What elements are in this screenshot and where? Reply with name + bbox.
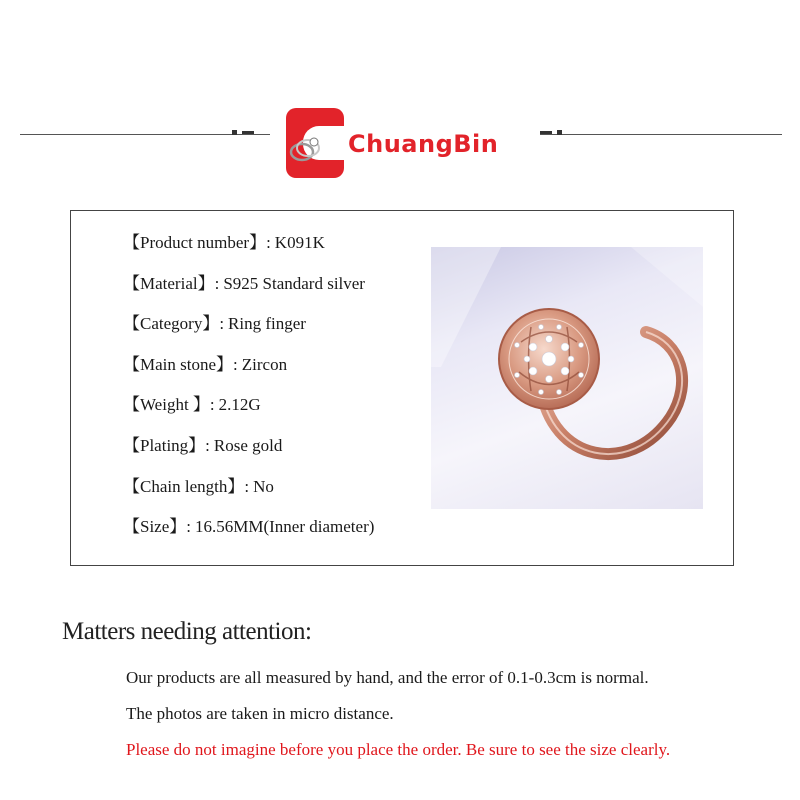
- spec-label: 【Weight 】:: [123, 395, 215, 415]
- product-photo: [431, 247, 703, 509]
- product-spec-box: [70, 210, 734, 566]
- note-measurement: Our products are all measured by hand, and the error of 0.1-0.3cm is normal.: [126, 668, 649, 687]
- spec-row-size: [123, 515, 374, 556]
- spec-label: 【Main stone】:: [123, 354, 238, 374]
- spec-value: 16.56MM(Inner diameter): [195, 517, 375, 537]
- spec-row-category: [123, 312, 374, 353]
- spec-row-product-number: [123, 231, 374, 272]
- header-divider-right: [540, 134, 782, 135]
- spec-row-chain-length: [123, 475, 374, 516]
- note-photos: The photos are taken in micro distance.: [126, 704, 394, 723]
- note-size-warning: Please do not imagine before you place the order. Be sure to see the size clearly.: [126, 740, 671, 759]
- spec-label: 【Chain length】:: [123, 476, 250, 496]
- spec-value: Zircon: [241, 354, 288, 374]
- spec-row-main-stone: [123, 353, 374, 394]
- spec-list: [123, 231, 374, 556]
- rose-gold-ring-image: [431, 247, 703, 509]
- divider-ornament-right: [540, 130, 562, 135]
- spec-label: 【Category】:: [123, 314, 225, 334]
- spec-value: Rose gold: [213, 435, 283, 455]
- notes-title: Matters needing attention:: [62, 618, 312, 645]
- spec-label: 【Plating】:: [123, 435, 210, 455]
- spec-row-material: [123, 272, 374, 313]
- spec-label: 【Material】:: [123, 273, 220, 293]
- ring-icon: [288, 134, 322, 164]
- spec-value: No: [253, 476, 274, 496]
- brand-logo: [286, 108, 526, 184]
- spec-label: 【Product number】:: [123, 233, 271, 252]
- spec-row-weight: [123, 393, 374, 434]
- spec-value: K091K: [274, 233, 325, 252]
- spec-value: S925 Standard silver: [223, 273, 365, 293]
- spec-value: Ring finger: [228, 314, 306, 334]
- spec-row-plating: [123, 434, 374, 475]
- divider-ornament-left: [232, 130, 254, 135]
- spec-label: 【Size】:: [123, 517, 191, 537]
- brand-name: ChuangBin: [348, 130, 499, 158]
- spec-value: 2.12G: [218, 395, 261, 415]
